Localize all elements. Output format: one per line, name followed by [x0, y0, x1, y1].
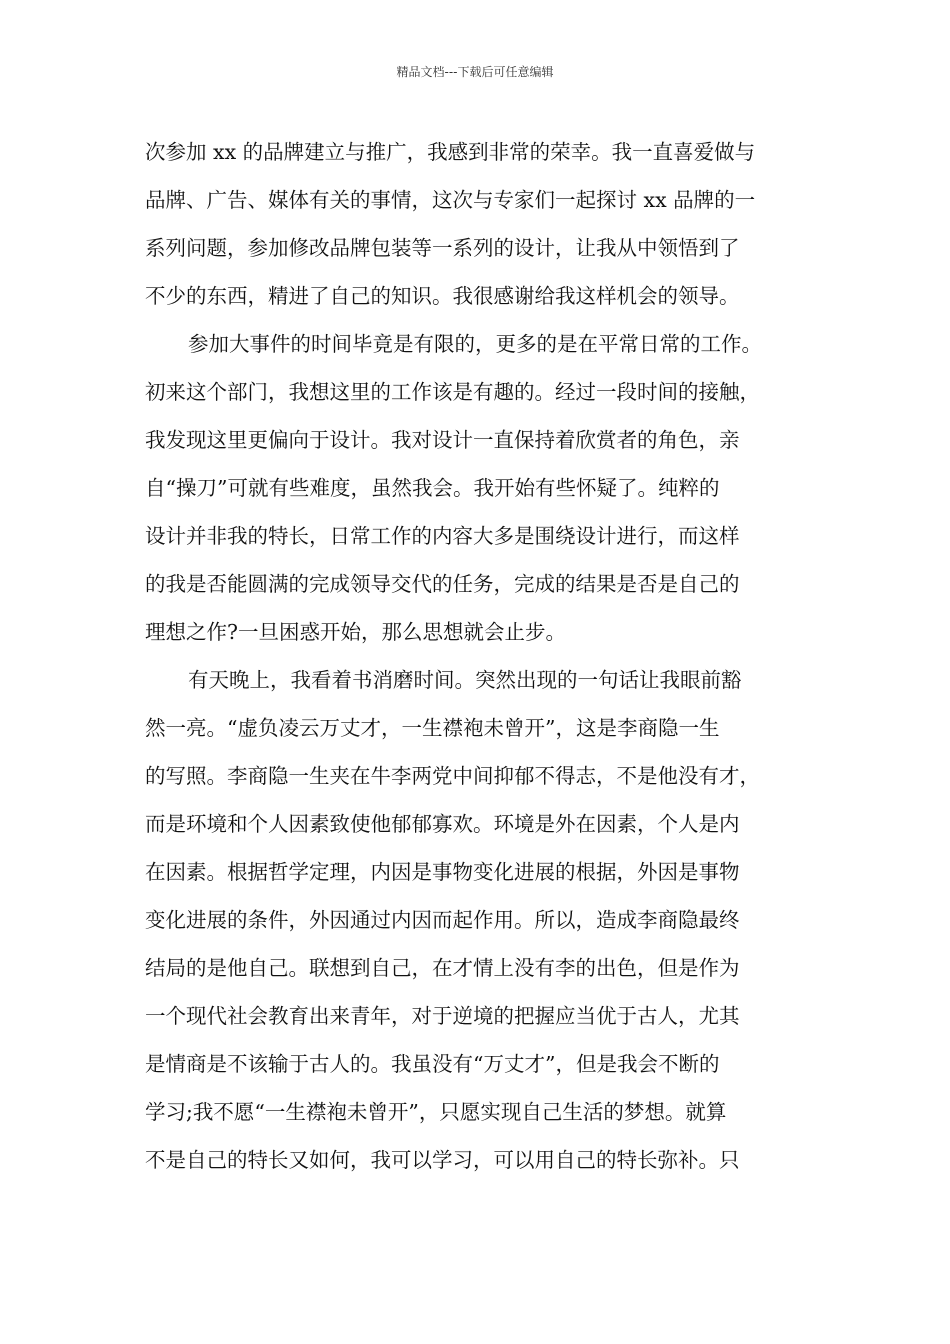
text-line: 而是环境和个人因素致使他郁郁寡欢。环境是外在因素，个人是内 [145, 812, 740, 836]
paragraph-1 [145, 128, 810, 320]
text-line: 不是自己的特长又如何，我可以学习，可以用自己的特长弥补。只 [145, 1148, 740, 1172]
text-line: 理想之作?一旦困惑开始，那么思想就会止步。 [145, 620, 566, 644]
paragraph-2 [145, 320, 810, 656]
text-line: 品牌、广告、媒体有关的事情，这次与专家们一起探讨 xx 品牌的一 [145, 188, 756, 212]
text-line: 学习;我不愿“一生襟袍未曾开”，只愿实现自己生活的梦想。就算 [145, 1100, 727, 1124]
text-line: 设计并非我的特长，日常工作的内容大多是围绕设计进行，而这样 [145, 524, 740, 548]
text-line: 次参加 xx 的品牌建立与推广，我感到非常的荣幸。我一直喜爱做与 [145, 140, 756, 164]
text-line: 参加大事件的时间毕竟是有限的，更多的是在平常日常的工作。 [188, 332, 762, 356]
text-line: 系列问题，参加修改品牌包装等一系列的设计，让我从中领悟到了 [145, 236, 740, 260]
text-line: 初来这个部门，我想这里的工作该是有趣的。经过一段时间的接触， [145, 380, 760, 404]
document-body [145, 128, 810, 1184]
text-line: 在因素。根据哲学定理，内因是事物变化进展的根据，外因是事物 [145, 860, 740, 884]
text-line: 有天晚上，我看着书消磨时间。突然出现的一句话让我眼前豁 [188, 668, 742, 692]
text-line: 不少的东西，精进了自己的知识。我很感谢给我这样机会的领导。 [145, 284, 740, 308]
text-line: 的我是否能圆满的完成领导交代的任务，完成的结果是否是自己的 [145, 572, 740, 596]
text-line: 变化进展的条件，外因通过内因而起作用。所以，造成李商隐最终 [145, 908, 740, 932]
text-line: 我发现这里更偏向于设计。我对设计一直保持着欣赏者的角色，亲 [145, 428, 740, 452]
text-line: 结局的是他自己。联想到自己，在才情上没有李的出色，但是作为 [145, 956, 740, 980]
text-line: 的写照。李商隐一生夹在牛李两党中间抑郁不得志，不是他没有才， [145, 764, 760, 788]
page-header: 精品文档---下载后可任意编辑 [396, 65, 554, 79]
text-line: 然一亮。“虚负凌云万丈才，一生襟袍未曾开”，这是李商隐一生 [145, 716, 720, 740]
text-line: 一个现代社会教育出来青年，对于逆境的把握应当优于古人，尤其 [145, 1004, 740, 1028]
text-line: 是情商是不该输于古人的。我虽没有“万丈才”，但是我会不断的 [145, 1052, 720, 1076]
paragraph-3 [145, 656, 810, 1184]
text-line: 自“操刀”可就有些难度，虽然我会。我开始有些怀疑了。纯粹的 [145, 476, 720, 500]
